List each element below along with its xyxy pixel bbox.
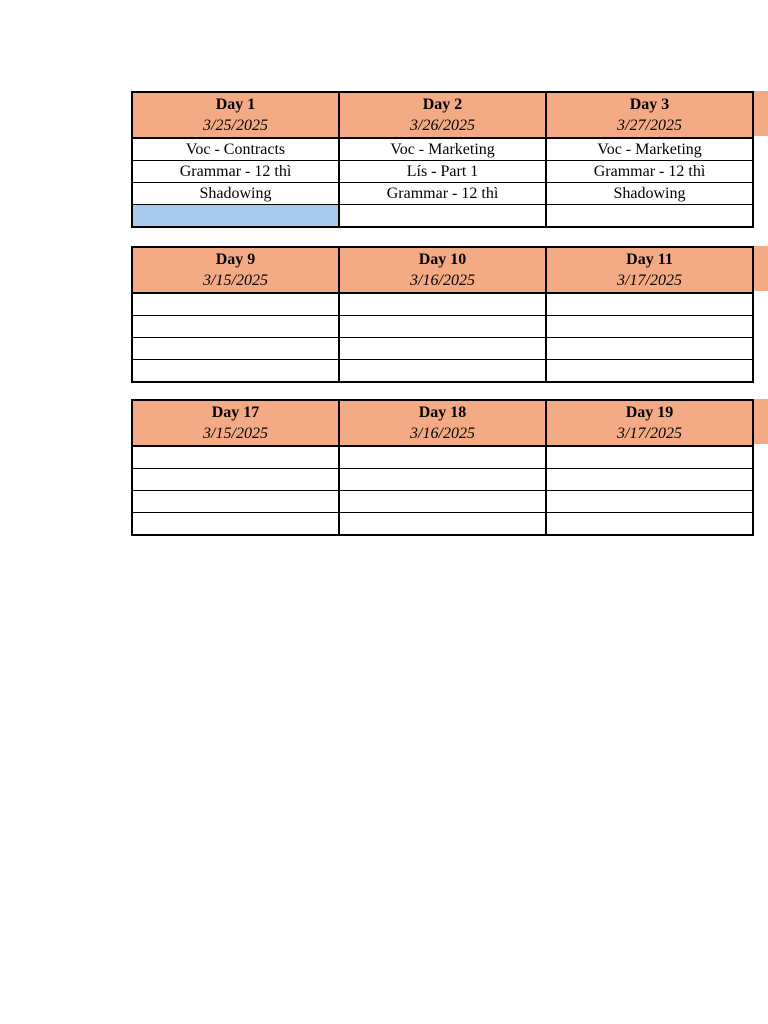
day-date: 3/17/2025 xyxy=(617,272,682,289)
task-cell[interactable] xyxy=(339,513,546,536)
task-cell[interactable] xyxy=(546,469,753,491)
task-cell[interactable]: Grammar - 12 thì xyxy=(339,183,546,205)
task-cell[interactable] xyxy=(546,338,753,360)
day-name: Day 2 xyxy=(422,96,463,113)
task-cell[interactable] xyxy=(546,491,753,513)
day-header-cell[interactable] xyxy=(132,400,339,446)
task-cell[interactable] xyxy=(546,446,753,469)
task-cell[interactable]: Shadowing xyxy=(132,183,339,205)
task-cell[interactable] xyxy=(339,338,546,360)
day-date: 3/16/2025 xyxy=(410,425,475,442)
day-date: 3/15/2025 xyxy=(203,425,268,442)
day-table xyxy=(131,91,706,228)
task-cell[interactable] xyxy=(339,446,546,469)
day-date: 3/15/2025 xyxy=(203,272,268,289)
task-cell[interactable] xyxy=(132,293,339,316)
task-cell[interactable] xyxy=(546,360,753,383)
day-name: Day 9 xyxy=(215,251,256,268)
selected-task-cell[interactable] xyxy=(132,205,339,228)
day-name: Day 17 xyxy=(211,404,260,421)
task-cell[interactable] xyxy=(132,338,339,360)
task-cell[interactable] xyxy=(339,491,546,513)
task-cell[interactable] xyxy=(339,316,546,338)
task-cell[interactable] xyxy=(339,205,546,228)
day-name: Day 3 xyxy=(629,96,670,113)
day-name: Day 19 xyxy=(625,404,674,421)
task-cell[interactable]: Voc - Marketing xyxy=(339,138,546,161)
day-date: 3/27/2025 xyxy=(617,117,682,134)
day-header-cell[interactable] xyxy=(339,92,546,138)
day-date: 3/17/2025 xyxy=(617,425,682,442)
task-cell[interactable] xyxy=(546,513,753,536)
day-table xyxy=(131,246,683,383)
task-cell[interactable] xyxy=(132,446,339,469)
task-cell[interactable]: Voc - Contracts xyxy=(132,138,339,161)
day-date: 3/26/2025 xyxy=(410,117,475,134)
task-cell[interactable] xyxy=(132,360,339,383)
task-cell[interactable]: Grammar - 12 thì xyxy=(132,161,339,183)
day-name: Day 1 xyxy=(215,96,256,113)
task-cell[interactable] xyxy=(339,293,546,316)
day-header-cell[interactable] xyxy=(132,92,339,138)
day-table xyxy=(131,399,683,536)
day-header-cell[interactable] xyxy=(546,247,753,293)
task-cell[interactable] xyxy=(132,513,339,536)
task-cell[interactable] xyxy=(546,316,753,338)
day-header-cell[interactable] xyxy=(132,247,339,293)
day-date: 3/16/2025 xyxy=(410,272,475,289)
day-header-cell[interactable] xyxy=(546,92,753,138)
day-name: Day 11 xyxy=(626,251,673,268)
task-cell[interactable] xyxy=(546,205,753,228)
task-cell[interactable] xyxy=(339,469,546,491)
day-date: 3/25/2025 xyxy=(203,117,268,134)
day-name: Day 10 xyxy=(418,251,467,268)
task-cell[interactable]: Lís - Part 1 xyxy=(339,161,546,183)
task-cell[interactable]: Shadowing xyxy=(546,183,753,205)
task-cell[interactable] xyxy=(132,469,339,491)
task-cell[interactable]: Grammar - 12 thì xyxy=(546,161,753,183)
day-name: Day 18 xyxy=(418,404,467,421)
task-cell[interactable] xyxy=(339,360,546,383)
task-cell[interactable] xyxy=(132,316,339,338)
day-header-cell[interactable] xyxy=(339,400,546,446)
day-header-cell[interactable] xyxy=(546,400,753,446)
task-cell[interactable] xyxy=(132,491,339,513)
task-cell[interactable] xyxy=(546,293,753,316)
day-header-cell[interactable] xyxy=(339,247,546,293)
task-cell[interactable]: Voc - Marketing xyxy=(546,138,753,161)
